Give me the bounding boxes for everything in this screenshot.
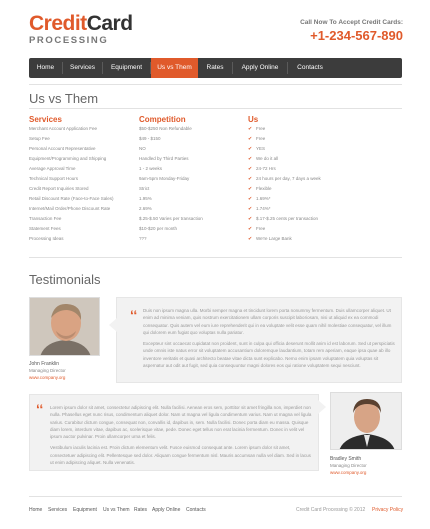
section-title-comparison: Us vs Them [29, 91, 99, 106]
call-box [300, 19, 403, 43]
testimonial-author-link[interactable]: www.company.org [330, 470, 367, 475]
check-icon: ✔ [248, 186, 253, 192]
row-service: Retail Discount Rate (Face-to-Face Sales) [29, 196, 114, 201]
testimonial-text [143, 307, 397, 373]
row-us: 24-72 Hrs [256, 166, 276, 171]
row-us: 1.74%* [256, 206, 271, 211]
row-competition: 1 - 2 weeks [139, 166, 163, 171]
testimonial-paragraph: Excepteur sint occaecat cupidatat non proident, sunt in culpa qui officia deserunt mollit anim id est laborum. Sed ut perspiciatis unde omnis iste natus error sit voluptatem accusantium doloremque laudantium, totam rem aperiam, eaque ipsa quae ab illo inventore veritatis et quasi architecto beatae vitae dicta sunt explicabo. Nemo enim ipsam voluptatem quia voluptas sit aspernatur aut odit aut fugit, sed quia consequuntur magni dolores eos qui ratione voluptatem sequi nesciunt. [143, 341, 395, 369]
check-icon: ✔ [248, 236, 253, 242]
quote-icon: ‘‘ [130, 307, 138, 323]
check-icon: ✔ [248, 226, 253, 232]
phone-number[interactable]: +1-234-567-890 [310, 28, 403, 43]
row-competition: 2.69% [139, 206, 152, 211]
footer-link-equipment[interactable]: Equipment [73, 507, 97, 513]
nav-item-services[interactable]: Services [70, 64, 95, 71]
divider [29, 84, 402, 85]
divider [29, 496, 402, 497]
row-competition: ??? [139, 236, 147, 241]
row-us: 1.69%* [256, 196, 271, 201]
row-service: Setup Fee [29, 136, 50, 141]
check-icon: ✔ [248, 166, 253, 172]
row-competition: 1.95% [139, 196, 152, 201]
row-service: Technical Support Hours [29, 176, 79, 181]
testimonial-paragraph: Duis non ipsum magna ulla. Morbi semper magna et tincidunt lorem porta nonummy fermentum. Duis ullamcorper aliquet. Ut enim ad minima veniam, quis nostrum exercitationem ullam corporis suscipit laboriosam, nisi ut aliquid ex ea commodi consequatur. Quis autem vel eum iure reprehenderit qui in ea voluptate velit esse quam nihil molestiae consequatur, vel illum qui dolorem eum fugiat quo voluptas nulla pariatur. [143, 308, 392, 335]
footer-copyright: Credit Card Processing © 2012 [296, 507, 366, 513]
check-icon: ✔ [248, 206, 253, 212]
nav-item-apply-online[interactable]: Apply Online [241, 64, 279, 71]
divider [29, 257, 402, 258]
check-icon: ✔ [248, 176, 253, 182]
row-competition: 9am-5pm Monday-Friday [139, 176, 190, 181]
row-competition: $10-$20 per month [139, 226, 178, 231]
row-us: Free [256, 126, 266, 131]
testimonial-text [50, 404, 312, 470]
row-competition: Strict [139, 186, 150, 191]
footer-link-apply-online[interactable]: Apply Online [152, 507, 181, 513]
row-us: Free [256, 226, 266, 231]
logo-subtitle: PROCESSING [29, 35, 109, 46]
row-us: 24 hours per day, 7 days a week [256, 176, 321, 181]
row-service: Statement Fees [29, 226, 61, 231]
row-competition: $49 - $150 [139, 136, 161, 141]
footer-link-contacts[interactable]: Contacts [186, 507, 206, 513]
logo-credit: Credit [29, 12, 87, 35]
row-service: Equipment/Programming and Shipping [29, 156, 107, 161]
testimonial-author-link[interactable]: www.company.org [29, 375, 66, 380]
row-service: Merchant Account Application Fee [29, 126, 98, 131]
testimonial-bubble [29, 394, 319, 471]
row-us: We're Large Bank [256, 236, 292, 241]
row-us: $.17-$.25 cents per transaction [256, 216, 319, 221]
logo-card: Card [86, 12, 133, 35]
row-service: Average Approval Time [29, 166, 76, 171]
row-service: Transaction Fee [29, 216, 62, 221]
logo-wordmark [29, 13, 133, 34]
logo[interactable] [29, 13, 133, 46]
column-header-competition: Competition [139, 115, 186, 124]
row-competition: Handled by Third Parties [139, 156, 189, 161]
avatar-john-franklin [29, 297, 100, 356]
quote-icon: ‘‘ [36, 401, 44, 417]
row-us: Flexible [256, 186, 272, 191]
row-service: Processing Ideas [29, 236, 64, 241]
row-us: We do it all [256, 156, 279, 161]
testimonial-author-role: Managing Director [330, 463, 367, 468]
check-icon: ✔ [248, 146, 253, 152]
footer-link-services[interactable]: Services [48, 507, 68, 513]
section-title-testimonials: Testimonials [29, 272, 101, 287]
check-icon: ✔ [248, 136, 253, 142]
footer-privacy-link[interactable]: Privacy Policy [372, 507, 404, 513]
row-service: Internet/Mail Order/Phone Discount Rate [29, 206, 111, 211]
main-nav [29, 58, 402, 78]
nav-item-us-vs-them[interactable]: Us vs Them [151, 58, 198, 78]
check-icon: ✔ [248, 216, 253, 222]
row-service: Credit Report Inquiries Stored [29, 186, 89, 191]
row-service: Personal Account Representative [29, 146, 96, 151]
call-label: Call Now To Accept Credit Cards: [300, 19, 403, 26]
nav-item-home[interactable]: Home [36, 64, 55, 71]
nav-item-equipment[interactable]: Equipment [110, 64, 143, 71]
testimonial-paragraph: Lorem ipsum dolor sit amet, consectetur adipiscing elit. Nulla facilisi. Aenean eros sem, porttitor sit amet fringilla non, imperdiet non nulla. Phasellus eget nunc risus, condimentum aliquet dolor. Nam ut magna vel ligula condimentum varius. Nam ut magna vel ligula varius. Curabitur dictum congue, consequat non, convallis id, dapibus in, sem. Nulla facilisi. Donec porta diam eu massa. Quisque diam lorem, interdum vitae, dapibus ac, scelerisque vitae, pede. Donec eget tellus non erat lacinia fermentum. Donec in velit vel ipsum auctor pulvinar. Proin ullamcorper urna et felis. [50, 405, 312, 440]
testimonial-author-role: Managing Director [29, 368, 66, 373]
row-competition: $50-$250 Non Refundable [139, 126, 192, 131]
check-icon: ✔ [248, 196, 253, 202]
divider [29, 108, 402, 109]
testimonial-bubble [116, 297, 402, 383]
testimonial-paragraph: Vestibulum iaculis lacinia est. Proin dictum elementum velit. Fusce euismod consequat ante. Lorem ipsum dolor sit amet, consectetuer adipiscing elit. Pellentesque sed dolor. Aliquam congue fermentum nisl. Mauris accumsan nulla vel diam. Sed in lacus ut enim adipiscing aliquet. Nulla venenatis. [50, 445, 311, 466]
nav-item-contacts[interactable]: Contacts [297, 64, 323, 71]
nav-item-rates[interactable]: Rates [206, 64, 224, 71]
column-header-us: Us [248, 115, 259, 124]
row-us: YES [256, 146, 266, 151]
footer-link-home[interactable]: Home [29, 507, 43, 513]
testimonial-author-name: Bradley Smith [330, 456, 362, 462]
footer-link-rates[interactable]: Rates [134, 507, 148, 513]
check-icon: ✔ [248, 126, 253, 132]
avatar-bradley-smith [330, 392, 402, 450]
testimonial-author-name: John Franklin [29, 361, 60, 367]
check-icon: ✔ [248, 156, 253, 162]
footer-link-us-vs-them[interactable]: Us vs Them [103, 507, 130, 513]
row-competition: $.25-$.50 Varies per transaction [139, 216, 203, 221]
row-us: Free [256, 136, 266, 141]
row-competition: NO [139, 146, 146, 151]
column-header-services: Services [29, 115, 62, 124]
bubble-pointer-left [109, 318, 117, 332]
bubble-pointer-right [318, 400, 326, 414]
